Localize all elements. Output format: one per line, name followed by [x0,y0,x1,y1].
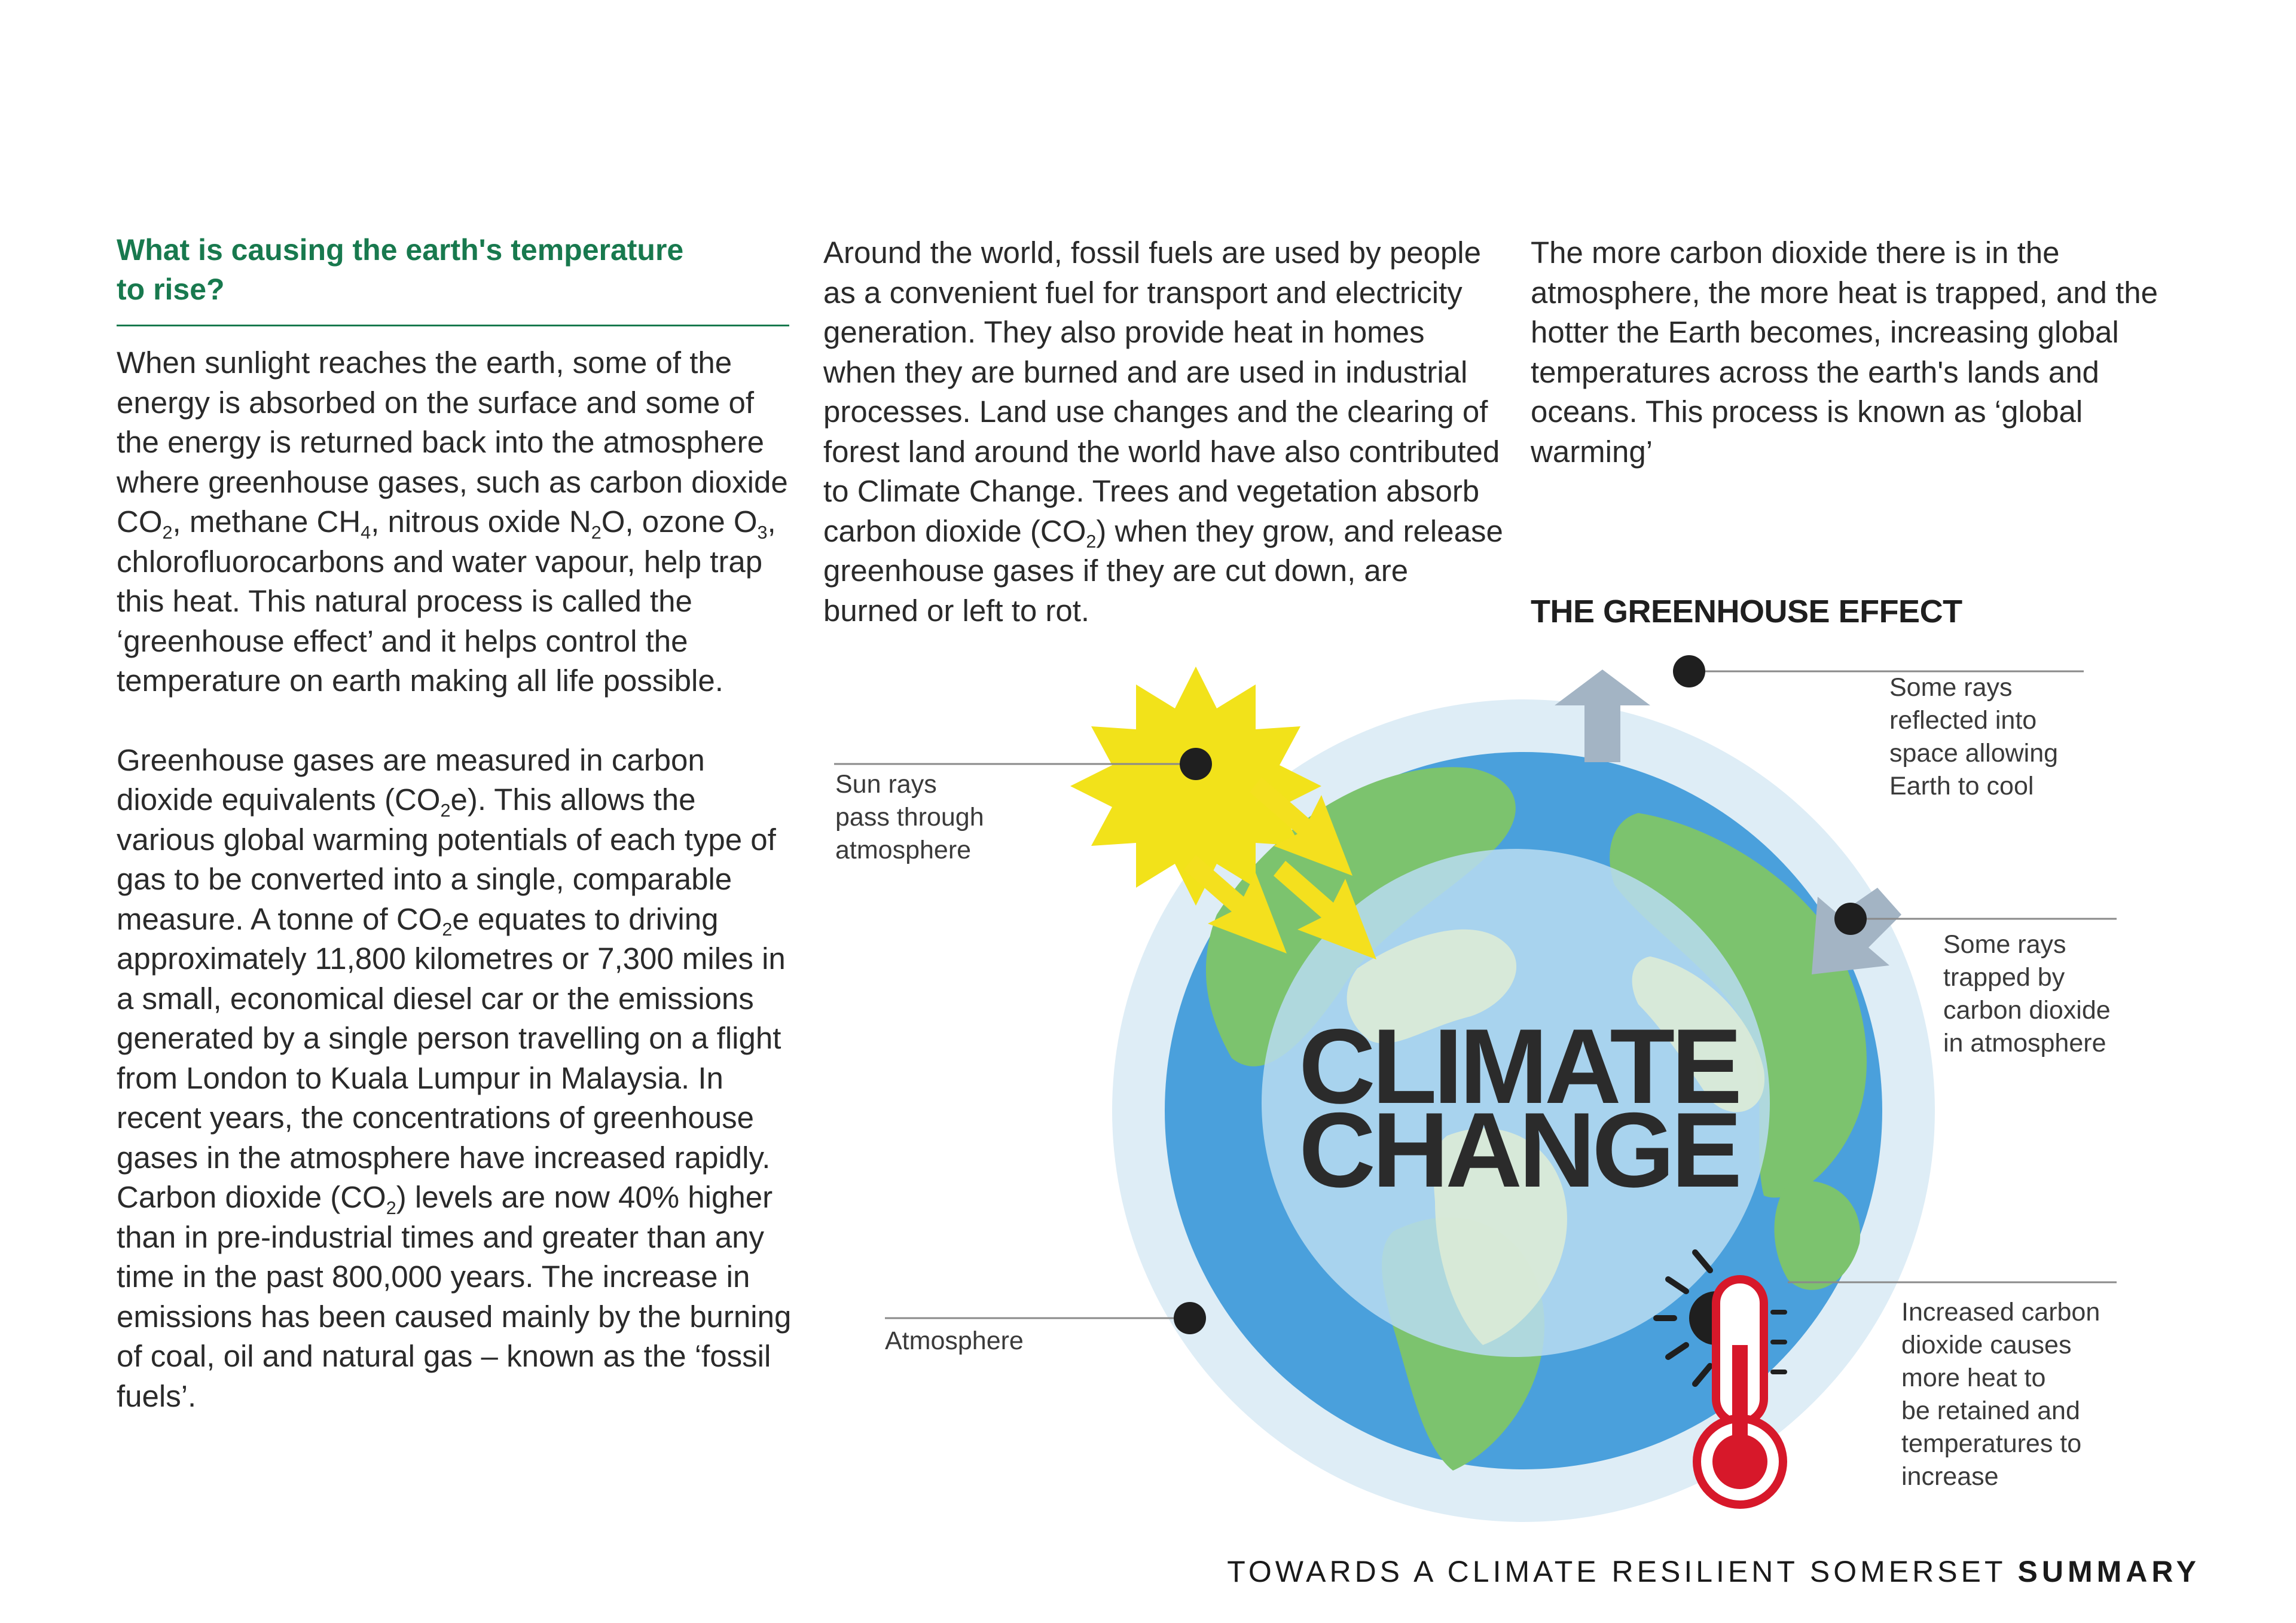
callout-line: be retained and [1901,1396,2080,1425]
footer-title-light: TOWARDS A CLIMATE RESILIENT SOMERSET [1227,1555,2006,1588]
callout-line: Some rays [1943,930,2066,959]
paragraph-global-warming: The more carbon dioxide there is in the atmosphere, the more heat is trapped, and the hotter the Earth becomes, increasing global temperatures across the earth's lands and oceans. This process is known as ‘global warming’ [1531,236,2158,469]
text-run: , chlorofluorocarbons and water vapour, help trap this heat. This natural process is called the ‘greenhouse effect’ and it helps control the temperature on earth making all life possible. [117,505,776,698]
callout-line: dioxide causes [1901,1331,2072,1359]
pointer-dot-sun [1180,748,1212,780]
callout-line: Increased carbon [1901,1298,2100,1326]
subscript: 2 [1086,531,1097,552]
callout-line: increase [1901,1462,1999,1491]
text-run: Greenhouse gases are measured in carbon dioxide equivalents (CO [117,742,705,817]
text-run: e). This allows the various global warming potentials of each type of gas to be converted into a single, comparable measure. A tonne of CO [117,783,776,936]
text-run: O, ozone O [601,505,758,539]
text-run: ) when they grow, and release greenhouse gases if they are cut down, are burned or left to rot. [823,514,1503,628]
callout-line: trapped by [1943,963,2065,992]
callout-atmosphere [885,1325,1024,1358]
globe-title-line2: CHANGE [1299,1090,1739,1209]
callout-line: carbon dioxide [1943,996,2111,1025]
callout-line: atmosphere [835,836,972,864]
globe-title-line1: CLIMATE [1299,1007,1739,1126]
text-run: When sunlight reaches the earth, some of the energy is absorbed on the surface and some of the energy is returned back into the atmosphere where greenhouse gases, such as carbon dioxide CO [117,346,788,539]
callout-line: temperatures to [1901,1429,2082,1458]
callout-line: Sun rays [835,770,937,799]
section-heading-line1: What is causing the earth's temperature [117,233,684,267]
subscript: 2 [440,800,451,821]
subscript: 2 [162,522,173,543]
subscript: 3 [757,522,768,543]
text-run: , methane CH [172,505,361,539]
callout-line: reflected into [1889,706,2037,735]
text-run: Around the world, fossil fuels are used by people as a convenient fuel for transport and electricity generation. They also provide heat in homes when they are burned and are used in industrial processes. Land use changes and the clearing of forest land around the world have also contributed to Climate Change. Trees and vegetation absorb carbon dioxide (CO [823,236,1500,548]
footer-title-bold: SUMMARY [2017,1555,2200,1588]
pointer-dot-trapped [1834,903,1867,935]
pointer-dot-atmosphere [1174,1302,1206,1334]
subscript: 4 [361,522,371,543]
pointer-dot-reflected [1673,655,1705,687]
callout-reflected [1889,671,2058,803]
callout-trapped [1943,928,2111,1060]
callout-line: more heat to [1901,1364,2046,1392]
diagram-title: THE GREENHOUSE EFFECT [1531,594,1962,629]
section-heading-line2: to rise? [117,273,225,306]
subscript: 2 [442,919,453,940]
callout-sun-rays [835,768,984,867]
footer-title [1227,1554,2200,1589]
text-run: , nitrous oxide N [371,505,591,539]
callout-line: Some rays [1889,673,2013,702]
callout-line: in atmosphere [1943,1029,2106,1057]
text-run: e equates to driving approximately 11,800 kilometres or 7,300 miles in a small, economical diesel car or the emissions generated by a single person travelling on a flight from London to Kuala Lumpur in Malaysia. In recent years, the concentrations of greenhouse gases in the atmosphere have increased rapidly. Carbon dioxide (CO [117,901,786,1214]
callout-line: Atmosphere [885,1326,1024,1355]
subscript: 2 [386,1197,396,1218]
callout-line: pass through [835,803,984,832]
callout-line: space allowing [1889,739,2059,768]
text-run: ) levels are now 40% higher than in pre-industrial times and greater than any time in the past 800,000 years. The increase in emissions has been caused mainly by the burning of coal, oil and natural gas – known as the ‘fossil fuels’. [117,1180,792,1413]
callout-increased [1901,1296,2100,1493]
callout-line: Earth to cool [1889,772,2034,800]
subscript: 2 [591,522,602,543]
